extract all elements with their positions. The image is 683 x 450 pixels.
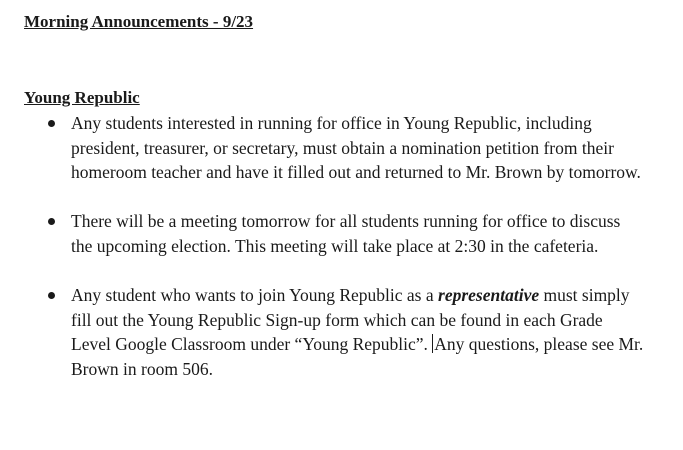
announcement-emphasis: representative [438, 285, 540, 306]
announcement-text-middle: must simply fill out the Young Republic Sign-up form which can be found in each Grade Level Google Classroom under “Young Republic”. [71, 285, 630, 355]
announcement-item-representative [0, 283, 646, 381]
bullet-icon [48, 218, 55, 225]
announcement-text: Any students interested in running for office in Young Republic, including president, treasurer, or secretary, must obtain a nomination petition from their homeroom teacher and have it filled out and returned to Mr. Brown by tomorrow. [71, 113, 641, 183]
bullet-icon [48, 120, 55, 127]
section-heading-young-republic: Young Republic [24, 88, 140, 107]
announcement-text-before: Any student who wants to join Young Republic as a [71, 285, 439, 306]
announcement-text: There will be a meeting tomorrow for all students running for office to discuss the upcoming election. This meeting will take place at 2:30 in the cafeteria. [71, 211, 621, 256]
announcement-text-after: Any questions, please see Mr. Brown in room 506. [71, 334, 644, 379]
document-title: Morning Announcements - 9/23 [24, 12, 254, 31]
announcement-item-meeting [0, 209, 646, 258]
announcement-item-nomination [0, 111, 646, 185]
bullet-icon [48, 292, 55, 299]
announcement-list [0, 111, 683, 406]
